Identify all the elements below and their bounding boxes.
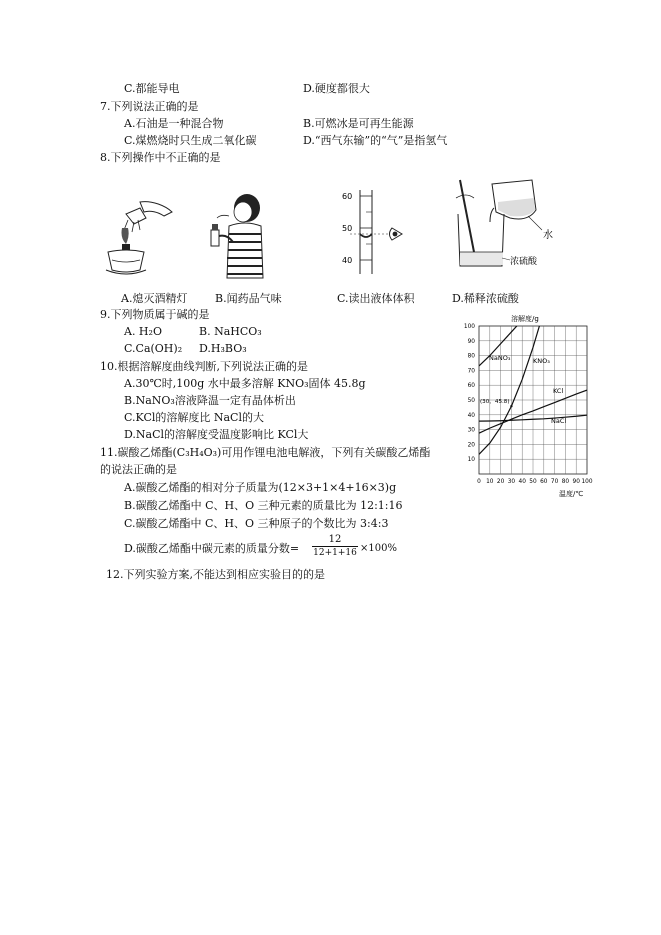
series-label-nacl: NaCl xyxy=(551,417,567,425)
q11-option-c: C.碳酸乙烯酯中 C、H、O 三种原子的个数比为 3:4:3 xyxy=(124,517,389,530)
q7-option-b: B.可燃冰是可再生能源 xyxy=(303,117,414,130)
solubility-curve-chart xyxy=(455,312,595,498)
q8-caption-c: C.读出液体体积 xyxy=(337,292,415,305)
cylinder-tick-60: 60 xyxy=(342,192,353,201)
x-tick-label: 20 xyxy=(496,479,505,485)
series-label-nano3: NaNO₃ xyxy=(489,354,511,362)
q7-option-c: C.煤燃烧时只生成二氧化碳 xyxy=(124,134,257,147)
y-tick-label: 10 xyxy=(467,457,475,464)
q10-option-d: D.NaCl的溶解度受温度影响比 KCl大 xyxy=(124,428,309,441)
y-tick-label: 40 xyxy=(467,412,475,419)
series-label-kcl: KCl xyxy=(553,387,564,395)
q11-stem-line2: 的说法正确的是 xyxy=(100,463,177,476)
x-tick-label: 70 xyxy=(550,479,559,485)
fraction-denominator: 12+1+16 xyxy=(313,548,357,558)
smelling-chemical-figure xyxy=(205,190,271,280)
series-label-kno3: KNO₃ xyxy=(533,357,550,365)
chart-y-axis-label: 溶解度/g xyxy=(511,315,539,323)
x-tick-label: 40 xyxy=(518,479,526,485)
x-tick-label: 90 xyxy=(572,479,580,485)
chart-annotation: (30，45.8) xyxy=(480,399,510,405)
q9-option-d: D.H₃BO₃ xyxy=(199,342,247,355)
y-tick-label: 80 xyxy=(467,353,475,360)
q11-option-a: A.碳酸乙烯酯的相对分子质量为(12×3+1×4+16×3)g xyxy=(124,481,397,494)
q6-option-d: D.硬度都很大 xyxy=(303,82,370,95)
y-tick-label: 30 xyxy=(467,427,475,434)
annotation-point xyxy=(510,405,512,407)
q11-option-d-suffix: ×100% xyxy=(360,543,397,554)
q10-option-c: C.KCl的溶解度比 NaCl的大 xyxy=(124,411,264,424)
cylinder-tick-40: 40 xyxy=(342,256,353,265)
fraction-numerator: 12 xyxy=(312,534,358,547)
water-label: 水 xyxy=(543,230,553,241)
q9-option-a: A. H₂O xyxy=(124,325,162,338)
q9-option-c: C.Ca(OH)₂ xyxy=(124,342,183,355)
q7-option-a: A.石油是一种混合物 xyxy=(124,117,224,130)
y-tick-label: 20 xyxy=(467,442,475,449)
q9-option-b: B. NaHCO₃ xyxy=(199,325,262,338)
q9-stem: 9.下列物质属于碱的是 xyxy=(100,308,210,321)
q7-option-d: D.“西气东输”的“气”是指氢气 xyxy=(303,134,448,147)
y-tick-label: 90 xyxy=(467,338,475,345)
x-tick-label: 80 xyxy=(561,479,570,485)
q8-caption-b: B.闻药品气味 xyxy=(215,292,282,305)
x-tick-label: 60 xyxy=(540,479,548,485)
q12-stem: 12.下列实验方案,不能达到相应实验目的的是 xyxy=(106,568,325,581)
x-tick-label: 0 xyxy=(477,479,481,485)
q8-caption-d: D.稀释浓硫酸 xyxy=(452,292,519,305)
alcohol-lamp-figure xyxy=(100,198,180,280)
q7-stem: 7.下列说法正确的是 xyxy=(100,100,199,113)
q6-option-c: C.都能导电 xyxy=(124,82,180,95)
chart-x-axis-label: 温度/℃ xyxy=(559,490,584,498)
q11-fraction xyxy=(312,534,358,559)
q11-option-d-prefix: D.碳酸乙烯酯中碳元素的质量分数= xyxy=(124,542,300,555)
q8-caption-a: A.熄灭酒精灯 xyxy=(121,292,188,305)
y-tick-label: 70 xyxy=(467,368,475,375)
acid-label: 浓硫酸 xyxy=(510,257,538,267)
y-tick-label: 50 xyxy=(467,398,475,404)
series-line-1 xyxy=(479,312,555,454)
q10-option-b: B.NaNO₃溶液降温一定有晶体析出 xyxy=(124,394,296,407)
cylinder-tick-50: 50 xyxy=(342,224,353,233)
y-tick-label: 100 xyxy=(463,324,475,330)
x-tick-label: 100 xyxy=(581,479,593,485)
graduated-cylinder-figure xyxy=(340,188,410,276)
x-tick-label: 30 xyxy=(507,479,516,485)
q10-option-a: A.30℃时,100g 水中最多溶解 KNO₃固体 45.8g xyxy=(124,377,366,390)
diluting-acid-figure xyxy=(450,178,560,270)
q10-stem: 10.根据溶解度曲线判断,下列说法正确的是 xyxy=(100,360,308,373)
y-tick-label: 60 xyxy=(467,383,475,390)
q11-option-b: B.碳酸乙烯酯中 C、H、O 三种元素的质量比为 12:1:16 xyxy=(124,499,403,512)
q8-stem: 8.下列操作中不正确的是 xyxy=(100,151,221,164)
q11-stem-line1: 11.碳酸乙烯酯(C₃H₄O₃)可用作锂电池电解液，下列有关碳酸乙烯酯 xyxy=(100,446,431,459)
x-tick-label: 10 xyxy=(486,479,494,485)
x-tick-label: 50 xyxy=(529,479,537,485)
